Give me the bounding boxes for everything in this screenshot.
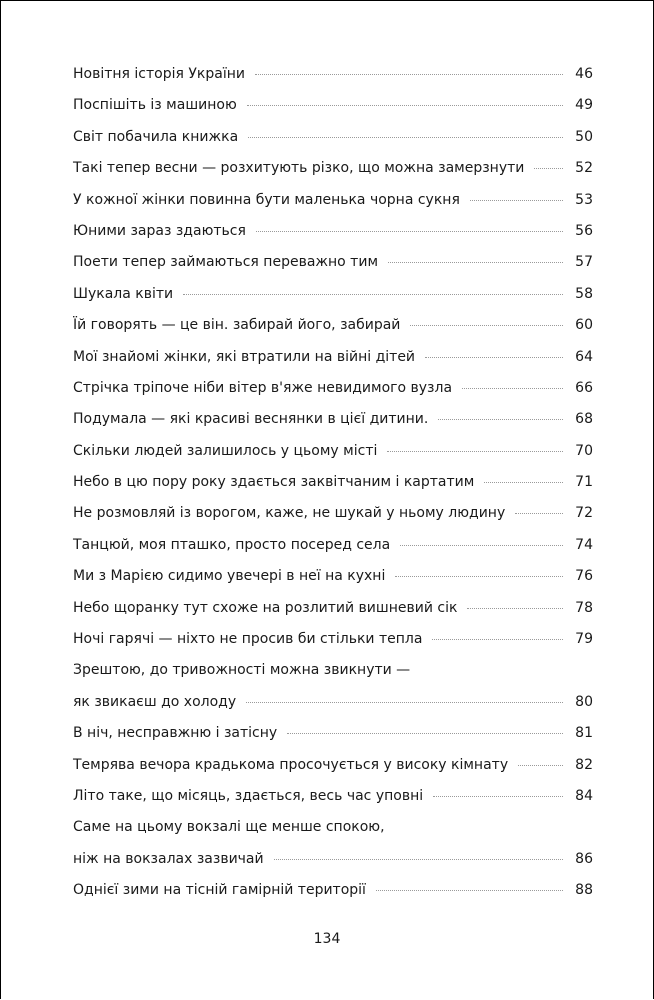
toc-entry-page: 46 (575, 66, 593, 82)
toc-entry (73, 750, 593, 781)
toc-entry-page: 80 (575, 693, 593, 710)
toc-entry-page: 81 (575, 725, 593, 742)
dot-leader (388, 262, 563, 263)
toc-entry (73, 436, 593, 467)
toc-entry-title: Юними зараз здаються (73, 222, 246, 239)
dot-leader (274, 859, 563, 860)
dot-leader (255, 74, 563, 75)
dot-leader (248, 137, 563, 138)
toc-entry-title: Поети тепер займаються переважно тим (73, 254, 378, 271)
toc-entry (73, 467, 593, 498)
toc-entry-page: 50 (575, 128, 593, 145)
dot-leader (515, 513, 563, 514)
toc-entry-page: 74 (575, 536, 593, 553)
dot-leader (256, 231, 563, 232)
toc-entry-page: 70 (575, 442, 593, 459)
toc-entry-title: Небо щоранку тут схоже на розлитий вишневий сік (73, 599, 458, 616)
toc-entry-page: 60 (575, 317, 593, 334)
toc-entry-title: Новітня історія України (73, 66, 245, 82)
toc-entry-title: Ночі гарячі — ніхто не просив би стільки тепла (73, 631, 423, 648)
toc-entry (73, 310, 593, 341)
toc-entry-page: 82 (575, 756, 593, 773)
dot-leader (484, 482, 563, 483)
toc-entry-title: Небо в цю пору року здається заквітчаним і картатим (73, 474, 475, 491)
toc-entry-page: 53 (575, 191, 593, 208)
dot-leader (462, 388, 563, 389)
toc-entry-page: 84 (575, 787, 593, 804)
dot-leader (518, 765, 563, 766)
toc-entry-title: Темрява вечора крадькома просочується у високу кімнату (73, 756, 509, 773)
toc-entry (73, 90, 593, 121)
toc-entry-page: 88 (575, 882, 593, 899)
toc-entry-title: В ніч, несправжню і затісну (73, 725, 278, 742)
dot-leader (425, 357, 563, 358)
toc-entry (73, 279, 593, 310)
toc-entry-title: Однієї зими на тісній гамірній території (73, 882, 366, 899)
toc-entry-title: Танцюй, моя пташко, просто посеред села (73, 536, 391, 553)
toc-entry-title: Поспішіть із машиною (73, 97, 237, 114)
dot-leader (246, 702, 563, 703)
toc-entry-title: ніж на вокзалах зазвичай (73, 850, 264, 867)
page-number: 134 (313, 931, 341, 947)
dot-leader (534, 168, 563, 169)
toc-entry (73, 216, 593, 247)
toc-entry-title: Не розмовляй із ворогом, каже, не шукай у ньому людину (73, 505, 506, 522)
toc-entry (73, 404, 593, 435)
toc-entry (73, 812, 593, 843)
dot-leader (470, 200, 563, 201)
toc-entry-title: Мої знайомі жінки, які втратили на війні дітей (73, 348, 416, 365)
table-of-contents (73, 59, 593, 907)
toc-entry (73, 185, 593, 216)
dot-leader (376, 890, 563, 891)
toc-entry (73, 844, 593, 875)
toc-entry (73, 153, 593, 184)
toc-entry-title: Такі тепер весни — розхитують різко, що можна замерзнути (73, 160, 525, 177)
dot-leader (438, 419, 563, 420)
dot-leader (410, 325, 563, 326)
toc-entry-page: 52 (575, 160, 593, 177)
toc-entry (73, 875, 593, 906)
toc-entry-page: 58 (575, 285, 593, 302)
dot-leader (247, 105, 563, 106)
dot-leader (467, 608, 563, 609)
toc-entry (73, 781, 593, 812)
toc-entry-page: 86 (575, 850, 593, 867)
toc-entry (73, 373, 593, 404)
dot-leader (387, 451, 563, 452)
toc-entry-page: 68 (575, 411, 593, 428)
toc-entry (73, 122, 593, 153)
toc-entry (73, 342, 593, 373)
toc-entry (73, 498, 593, 529)
dot-leader (433, 796, 563, 797)
toc-entry-title: Подумала — які красиві веснянки в цієї дитини. (73, 411, 429, 428)
toc-entry-page: 66 (575, 379, 593, 396)
toc-entry (73, 718, 593, 749)
toc-entry (73, 593, 593, 624)
toc-entry-title: Їй говорять — це він. забирай його, забирай (73, 317, 401, 334)
toc-entry-page: 57 (575, 254, 593, 271)
toc-entry-title: Стрічка тріпоче ніби вітер в'яже невидимого вузла (73, 379, 453, 396)
toc-entry (73, 247, 593, 278)
toc-entry (73, 561, 593, 592)
toc-entry-title: Світ побачила книжка (73, 128, 239, 145)
dot-leader (287, 733, 563, 734)
toc-entry-title: У кожної жінки повинна бути маленька чорна сукня (73, 191, 460, 208)
toc-entry-title: як звикаєш до холоду (73, 693, 237, 710)
toc-entry (73, 59, 593, 90)
toc-entry (73, 624, 593, 655)
dot-leader (400, 545, 563, 546)
toc-entry (73, 655, 593, 686)
toc-entry-title: Шукала квіти (73, 285, 174, 302)
dot-leader (395, 576, 563, 577)
toc-entry-page: 72 (575, 505, 593, 522)
toc-entry-title: Зрештою, до тривожності можна звикнути — (73, 662, 411, 679)
toc-entry-title: Саме на цьому вокзалі ще менше спокою, (73, 819, 385, 836)
toc-entry-title: Скільки людей залишилось у цьому місті (73, 442, 378, 459)
toc-entry-page: 64 (575, 348, 593, 365)
toc-entry-page: 76 (575, 568, 593, 585)
toc-entry-title: Літо таке, що місяць, здається, весь час уповні (73, 787, 424, 804)
toc-entry-page: 56 (575, 222, 593, 239)
toc-entry (73, 687, 593, 718)
toc-entry-page: 78 (575, 599, 593, 616)
dot-leader (432, 639, 563, 640)
toc-entry-page: 71 (575, 474, 593, 491)
toc-entry-page: 79 (575, 631, 593, 648)
toc-entry-title: Ми з Марією сидимо увечері в неї на кухні (73, 568, 386, 585)
dot-leader (183, 294, 563, 295)
toc-entry-page: 49 (575, 97, 593, 114)
toc-entry (73, 530, 593, 561)
